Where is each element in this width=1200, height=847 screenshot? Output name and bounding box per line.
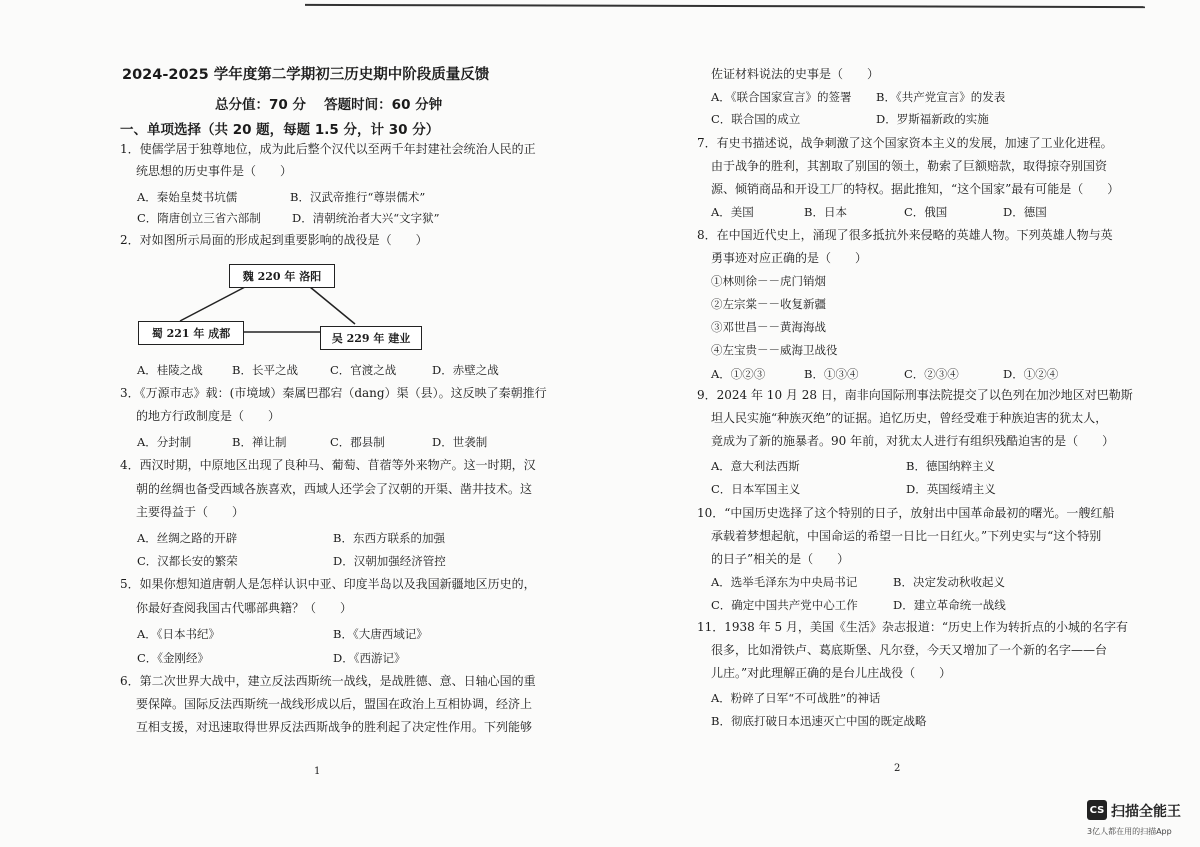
watermark-app-name: 扫描全能王 — [1111, 804, 1181, 820]
question-text: 源、倾销商品和开设工厂的特权。据此推知，“这个国家”最有可能是（ ） — [711, 182, 1120, 196]
diagram-box-wu: 吴 229 年 建业 — [320, 326, 422, 350]
question-text: 很多，比如滑铁卢、葛底斯堡、凡尔登，今天又增加了一个新的名字——台 — [711, 643, 1108, 657]
exam-meta: 总分值：70 分 答题时间：60 分钟 — [215, 97, 443, 113]
exam-title: 2024-2025 学年度第二学期初三历史期中阶段质量反馈 — [122, 67, 490, 83]
option-b: B．决定发动秋收起义 — [893, 575, 1005, 589]
question-text: 1．使儒学居于独尊地位，成为此后整个汉代以至两千年封建社会统治人民的正 — [120, 142, 536, 156]
question-text: 5．如果你想知道唐朝人是怎样认识中亚、印度半岛以及我国新疆地区历史的， — [120, 577, 536, 591]
option-b: B．日本 — [804, 205, 847, 219]
question-text: 竟成为了新的施暴者。90 年前，对犹太人进行有组织残酷迫害的是（ ） — [711, 434, 1115, 448]
option-b: B．彻底打破日本迅速灭亡中国的既定战略 — [711, 714, 927, 728]
question-text: 由于战争的胜利，其割取了别国的领土，勒索了巨额赔款，取得掠夺别国资 — [711, 159, 1108, 173]
option-d: D．《西游记》 — [333, 651, 406, 665]
option-b: B．东西方联系的加强 — [333, 531, 445, 545]
question-text: 互相支援，对迅速取得世界反法西斯战争的胜利起了决定性作用。下列能够 — [136, 720, 533, 734]
statement-2: ②左宗棠－－收复新疆 — [711, 297, 826, 311]
question-text: 朝的丝绸也备受西域各族喜欢，西域人还学会了汉朝的开渠、凿井技术。这 — [136, 482, 533, 496]
question-text: 4．西汉时期，中原地区出现了良种马、葡萄、苜蓿等外来物产。这一时期，汉 — [120, 458, 536, 472]
question-text: 你最好查阅我国古代哪部典籍？（ ） — [136, 601, 353, 615]
question-text: 2．对如图所示局面的形成起到重要影响的战役是（ ） — [120, 233, 428, 247]
question-text: 统思想的历史事件是（ ） — [136, 164, 293, 178]
option-b: B．德国纳粹主义 — [906, 459, 995, 473]
section-heading: 一、单项选择（共 20 题，每题 1.5 分，计 30 分） — [120, 122, 440, 138]
question-text: 10．“中国历史选择了这个特别的日子，放射出中国革命最初的曙光。一艘红船 — [697, 506, 1115, 520]
option-d: D．汉朝加强经济管控 — [333, 554, 446, 568]
option-c: C．②③④ — [904, 367, 959, 381]
question-text: 承载着梦想起航，中国命运的希望一日比一日红火。”下列史实与“这个特别 — [711, 529, 1102, 543]
option-c: C．官渡之战 — [330, 363, 397, 377]
option-d: D．英国绥靖主义 — [906, 482, 996, 496]
watermark-slogan: 3亿人都在用的扫描App — [1087, 827, 1172, 836]
option-d: D．世袭制 — [432, 435, 488, 449]
option-a: A．意大利法西斯 — [711, 459, 800, 473]
statement-1: ①林则徐－－虎门销烟 — [711, 274, 826, 288]
question-text: 儿庄。”对此理解正确的是台儿庄战役（ ） — [711, 666, 952, 680]
option-c: C．联合国的成立 — [711, 112, 801, 126]
option-d: D．①②④ — [1003, 367, 1059, 381]
option-a: A．《日本书纪》 — [137, 627, 221, 641]
question-text: 11．1938 年 5 月，美国《生活》杂志报道：“历史上作为转折点的小城的名字有 — [697, 620, 1129, 634]
option-d: D．清朝统治者大兴“文字狱” — [292, 211, 440, 225]
option-b: B．长平之战 — [232, 363, 298, 377]
question-text: 的日子”相关的是（ ） — [711, 552, 850, 566]
option-c: C．日本军国主义 — [711, 482, 801, 496]
option-b: B．《共产党宣言》的发表 — [876, 90, 1006, 104]
question-text: 主要得益于（ ） — [136, 505, 245, 519]
page-number-left: 1 — [314, 766, 321, 777]
option-a: A．选举毛泽东为中央局书记 — [711, 575, 858, 589]
question-text: 9．2024 年 10 月 28 日，南非向国际刑事法院提交了以色列在加沙地区对巴勒斯 — [697, 388, 1133, 402]
question-text: 的地方行政制度是（ ） — [136, 409, 281, 423]
option-a: A．粉碎了日军“不可战胜”的神话 — [711, 691, 881, 705]
option-c: C．郡县制 — [330, 435, 385, 449]
option-c: C．《金刚经》 — [137, 651, 210, 665]
option-a: A．秦始皇焚书坑儒 — [137, 190, 238, 204]
question-text: 3．《万源市志》载：(市境域）秦属巴郡宕（dang）渠（县）。这反映了秦朝推行 — [120, 386, 547, 400]
option-c: C．俄国 — [904, 205, 948, 219]
statement-3: ③邓世昌－－黄海海战 — [711, 320, 826, 334]
question-text: 8．在中国近代史上，涌现了很多抵抗外来侵略的英雄人物。下列英雄人物与英 — [697, 228, 1113, 242]
option-a: A．桂陵之战 — [137, 363, 203, 377]
diagram-box-wei: 魏 220 年 洛阳 — [229, 264, 335, 288]
option-b: B．①③④ — [804, 367, 859, 381]
question-text: 坦人民实施“种族灭绝”的证据。追忆历史，曾经受难于种族迫害的犹太人， — [711, 411, 1108, 425]
question-text: 7．有史书描述说，战争刺激了这个国家资本主义的发展，加速了工业化进程。 — [697, 136, 1113, 150]
option-b: B．《大唐西域记》 — [333, 627, 428, 641]
question-text: 佐证材料说法的史事是（ ） — [711, 67, 880, 81]
option-d: D．建立革命统一战线 — [893, 598, 1006, 612]
statement-4: ④左宝贵－－威海卫战役 — [711, 343, 838, 357]
option-a: A．美国 — [711, 205, 754, 219]
option-d: D．赤壁之战 — [432, 363, 499, 377]
page-number-right: 2 — [894, 763, 901, 774]
option-c: C．确定中国共产党中心工作 — [711, 598, 858, 612]
question-text: 勇事迹对应正确的是（ ） — [711, 251, 868, 265]
scan-edge-line — [305, 4, 1145, 8]
option-a: A．《联合国家宣言》的签署 — [711, 90, 852, 104]
option-a: A．分封制 — [137, 435, 192, 449]
option-c: C．汉都长安的繁荣 — [137, 554, 238, 568]
option-b: B．禅让制 — [232, 435, 287, 449]
question-text: 6．第二次世界大战中，建立反法西斯统一战线，是战胜德、意、日轴心国的重 — [120, 674, 536, 688]
option-a: A．①②③ — [711, 367, 766, 381]
option-c: C．隋唐创立三省六部制 — [137, 211, 261, 225]
option-a: A．丝绸之路的开辟 — [137, 531, 238, 545]
option-d: D．罗斯福新政的实施 — [876, 112, 989, 126]
option-d: D．德国 — [1003, 205, 1047, 219]
option-b: B．汉武帝推行“尊崇儒术” — [290, 190, 426, 204]
camscanner-logo-icon: CS — [1087, 800, 1107, 820]
question-text: 要保障。国际反法西斯统一战线形成以后，盟国在政治上互相协调，经济上 — [136, 697, 533, 711]
diagram-box-shu: 蜀 221 年 成都 — [138, 321, 244, 345]
